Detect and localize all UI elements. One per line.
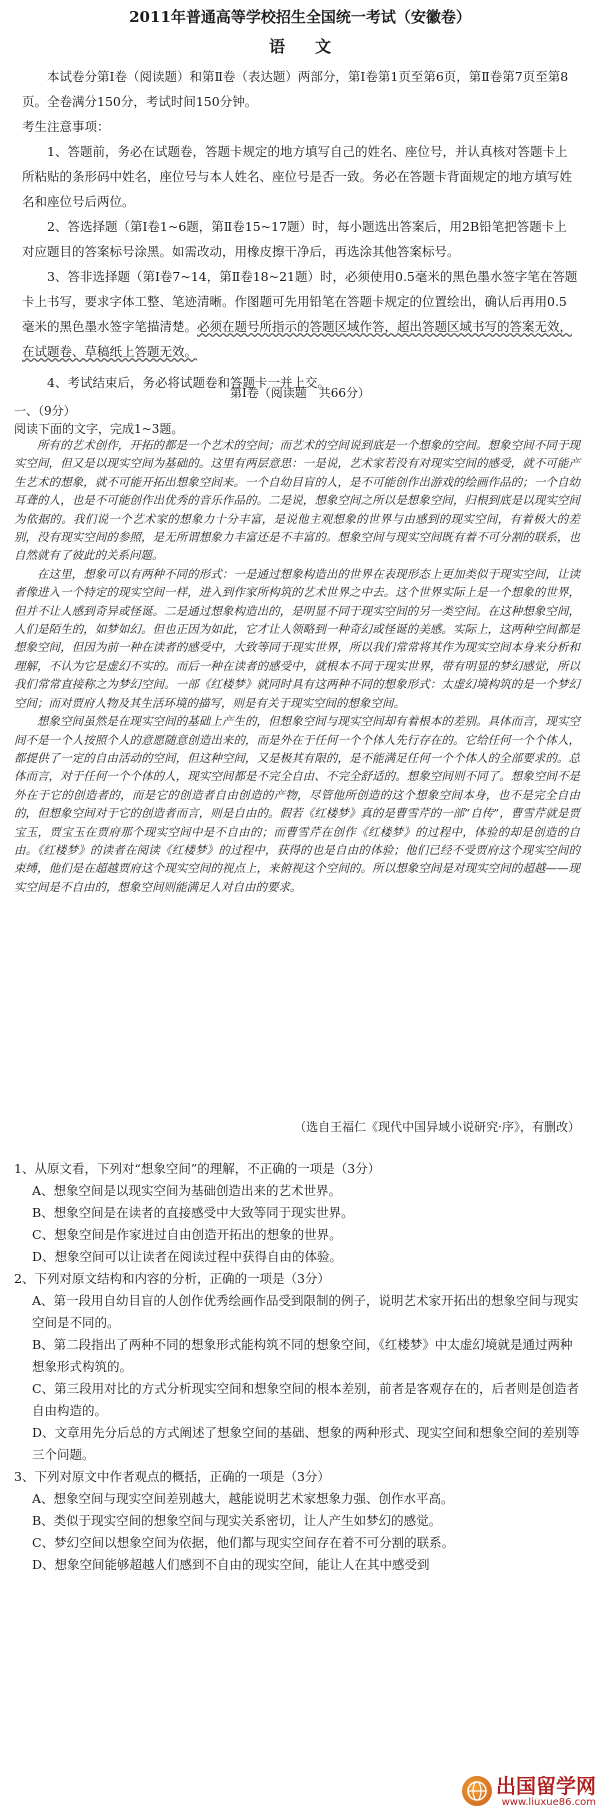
option-b: B、第二段指出了两种不同的想象形式能构筑不同的想象空间，《红楼梦》中太虚幻境就是通过两种想象形式构筑的。 bbox=[32, 1337, 573, 1374]
option-a: A、想象空间是以现实空间为基础创造出来的艺术世界。 bbox=[32, 1183, 342, 1198]
passage-paragraph-2: 在这里，想象可以有两种不同的形式：一是通过想象构造出的世界在表现形态上更加类似于现实空间，让读者像进入一个特定的现实空间一样，进入到作家所构筑的艺术世界之中去。这个世界实际上是一个想象的世界，但并不让人感到奇异或怪诞。二是通过想象构造出的，是明显不同于现实空间的另一类空间。在这种想象空间，人们是陌生的，如梦如幻。但也正因为如此，它才让人领略到一种奇幻或怪诞的美感。实际上，这两种空间都是想象空间，但因为前一种在读者的感受中，大致等同于现实世界，所以我们常常将其作为现实空间本身来分析和理解，不认为它是虚幻不实的。而后一种在读者的感受中，就根本不同于现实世界，带有明显的梦幻感觉，所以我们常常直接称之为梦幻空间。一部《红楼梦》就同时具有这两种不同的想象形式：太虚幻境构筑的是一个梦幻空间；而对贾府人物及其生活环境的描写，则是有关于现实空间的想象空间。 bbox=[14, 566, 580, 710]
notice-heading: 考生注意事项： bbox=[22, 119, 110, 134]
option-d: D、想象空间能够超越人们感到不自由的现实空间，能让人在其中感受到 bbox=[32, 1557, 430, 1572]
notice-item-3 bbox=[22, 264, 578, 364]
question-stem: 2、下列对原文结构和内容的分析，正确的一项是（3分） bbox=[14, 1271, 330, 1286]
reading-instruction: 阅读下面的文字，完成1~3题。 bbox=[14, 422, 184, 436]
subject-title: 语文 bbox=[268, 37, 361, 56]
option-a: A、想象空间与现实空间差别越大，越能说明艺术家想象力强、创作水平高。 bbox=[32, 1491, 454, 1506]
option-d: D、文章用先分后总的方式阐述了想象空间的基础、想象的两种形式、现实空间和想象空间的差别等三个问题。 bbox=[32, 1425, 580, 1462]
reading-passage bbox=[14, 436, 580, 896]
option-b: B、想象空间是在读者的直接感受中大致等同于现实世界。 bbox=[32, 1205, 354, 1220]
exam-title: 2011年普通高等学校招生全国统一考试（安徽卷） bbox=[129, 8, 471, 26]
section-heading: 一、（9分） bbox=[14, 404, 76, 418]
option-b: B、类似于现实空间的想象空间与现实关系密切，让人产生如梦幻的感觉。 bbox=[32, 1513, 442, 1528]
option-c: C、第三段用对比的方式分析现实空间和想象空间的根本差别，前者是客观存在的，后者则是创造者自由构造的。 bbox=[32, 1381, 580, 1418]
watermark-text bbox=[496, 1775, 596, 1808]
option-a: A、第一段用自幼目盲的人创作优秀绘画作品受到限制的例子，说明艺术家开拓出的想象空间与现实空间是不同的。 bbox=[32, 1293, 579, 1330]
option-d: D、想象空间可以让读者在阅读过程中获得自由的体验。 bbox=[32, 1249, 343, 1264]
question-list bbox=[14, 1158, 580, 1576]
watermark-url[interactable]: www.liuxue86.com bbox=[501, 1796, 596, 1808]
passage-source: （选自王福仁《现代中国异域小说研究·序》，有删改） bbox=[294, 1120, 580, 1134]
notice-item-1: 1、答题前，务必在试题卷，答题卡规定的地方填写自己的姓名、座位号，并认真核对答题卡上所粘贴的条形码中姓名，座位号与本人姓名、座位号是否一致。务必在答题卡背面规定的地方填写姓名和座位号后两位。 bbox=[22, 144, 573, 209]
part1-title: 第Ⅰ卷（阅读题 共66分） bbox=[229, 386, 370, 400]
watermark-name: 出国留学网 bbox=[496, 1773, 596, 1798]
notice-item-4: 4、考试结束后，务必将试题卷和答题卡一并上交。 bbox=[47, 375, 330, 390]
site-watermark[interactable] bbox=[426, 1774, 596, 1808]
passage-paragraph-3: 想象空间虽然是在现实空间的基础上产生的，但想象空间与现实空间却有着根本的差别。具体而言，现实空间不是一个人按照个人的意愿随意创造出来的，而是外在于任何一个个体人先行存在的。它给任何一个个体人，都提供了一定的自由活动的空间，但这种空间，又是极其有限的，是不能满足任何一个个体人的全部要求的。总体而言，对于任何一个个体的人，现实空间都是不完全自由、不完全舒适的。想象空间则不同了。想象空间不是外在于它的创造者的，而是它的创造者自由创造的产物，尽管他所创造的这个想象空间本身，也不是完全自由的，但想象空间对于它的创造者而言，则是自由的。假若《红楼梦》真的是曹雪芹的一部“自传”，曹雪芹就是贾宝玉，贾宝玉在贾府那个现实空间中是不自由的；而曹雪芹在创作《红楼梦》的过程中，体验的却是创造的自由。《红楼梦》的读者在阅读《红楼梦》的过程中，获得的也是自由的体验；他们已经不受贾府这个现实空间的束缚，他们是在超越贾府这个现实空间的视点上，来俯视这个空间的。所以想象空间是对现实空间的超越——现实空间是不自由的，想象空间则能满足人对自由的要求。 bbox=[14, 714, 580, 894]
option-c: C、想象空间是作家进过自由创造开拓出的想象的世界。 bbox=[32, 1227, 342, 1242]
notice-item-3-emphasis: 必须在题号所指示的答题区域作答，超出答题区域书写的答案无效，在试题卷、草稿纸上答题无效。 bbox=[22, 319, 573, 359]
exam-notice bbox=[22, 64, 578, 395]
globe-logo-icon bbox=[462, 1776, 492, 1806]
passage-paragraph-1: 所有的艺术创作，开拓的都是一个艺术的空间；而艺术的空间说到底是一个想象的空间。想象空间不同于现实空间，但又是以现实空间为基础的。这里有两层意思：一是说，艺术家若没有对现实空间的感受，就不可能产生艺术的想象，就不可能开拓出想象空间来。一个自幼目盲的人，是不可能创作出游戏的绘画作品的；一个自幼耳聋的人，也是不可能创作出优秀的音乐作品的。二是说，想象空间之所以是想象空间，归根到底是以现实空间为依据的。我们说一个艺术家的想象力十分丰富，是说他主观想象的世界与由感到的现实空间，有着极大的差别，没有现实空间的参照，是无所谓想象力丰富还是不丰富的。想象空间与现实空间既有着不可分割的联系，也自然就有了彼此的关系问题。 bbox=[14, 438, 580, 563]
question-stem: 3、下列对原文中作者观点的概括，正确的一项是（3分） bbox=[14, 1469, 330, 1484]
option-c: C、梦幻空间以想象空间为依据，他们都与现实空间存在着不可分割的联系。 bbox=[32, 1535, 455, 1550]
notice-intro: 本试卷分第Ⅰ卷（阅读题）和第Ⅱ卷（表达题）两部分，第Ⅰ卷第1页至第6页，第Ⅱ卷第7页至第8页。全卷满分150分，考试时间150分钟。 bbox=[22, 69, 569, 109]
question-3 bbox=[14, 1466, 580, 1576]
question-stem: 1、从原文看，下列对“想象空间”的理解，不正确的一项是（3分） bbox=[14, 1161, 381, 1176]
question-2 bbox=[14, 1268, 580, 1466]
notice-item-3-text: 3、答非选择题（第Ⅰ卷7~14，第Ⅱ卷18~21题）时，必须使用0.5毫米的黑色墨水签字笔在答题卡上书写，要求字体工整、笔迹清晰。作图题可先用铅笔在答题卡规定的位置绘出，确认后再用0.5毫米的黑色墨水签字笔描清楚。 bbox=[22, 269, 578, 334]
notice-item-2: 2、答选择题（第Ⅰ卷1~6题，第Ⅱ卷15~17题）时，每小题选出答案后，用2B铅笔把答题卡上对应题目的答案标号涂黑。如需改动，用橡皮擦干净后，再选涂其他答案标号。 bbox=[22, 219, 567, 259]
question-1 bbox=[14, 1158, 580, 1268]
